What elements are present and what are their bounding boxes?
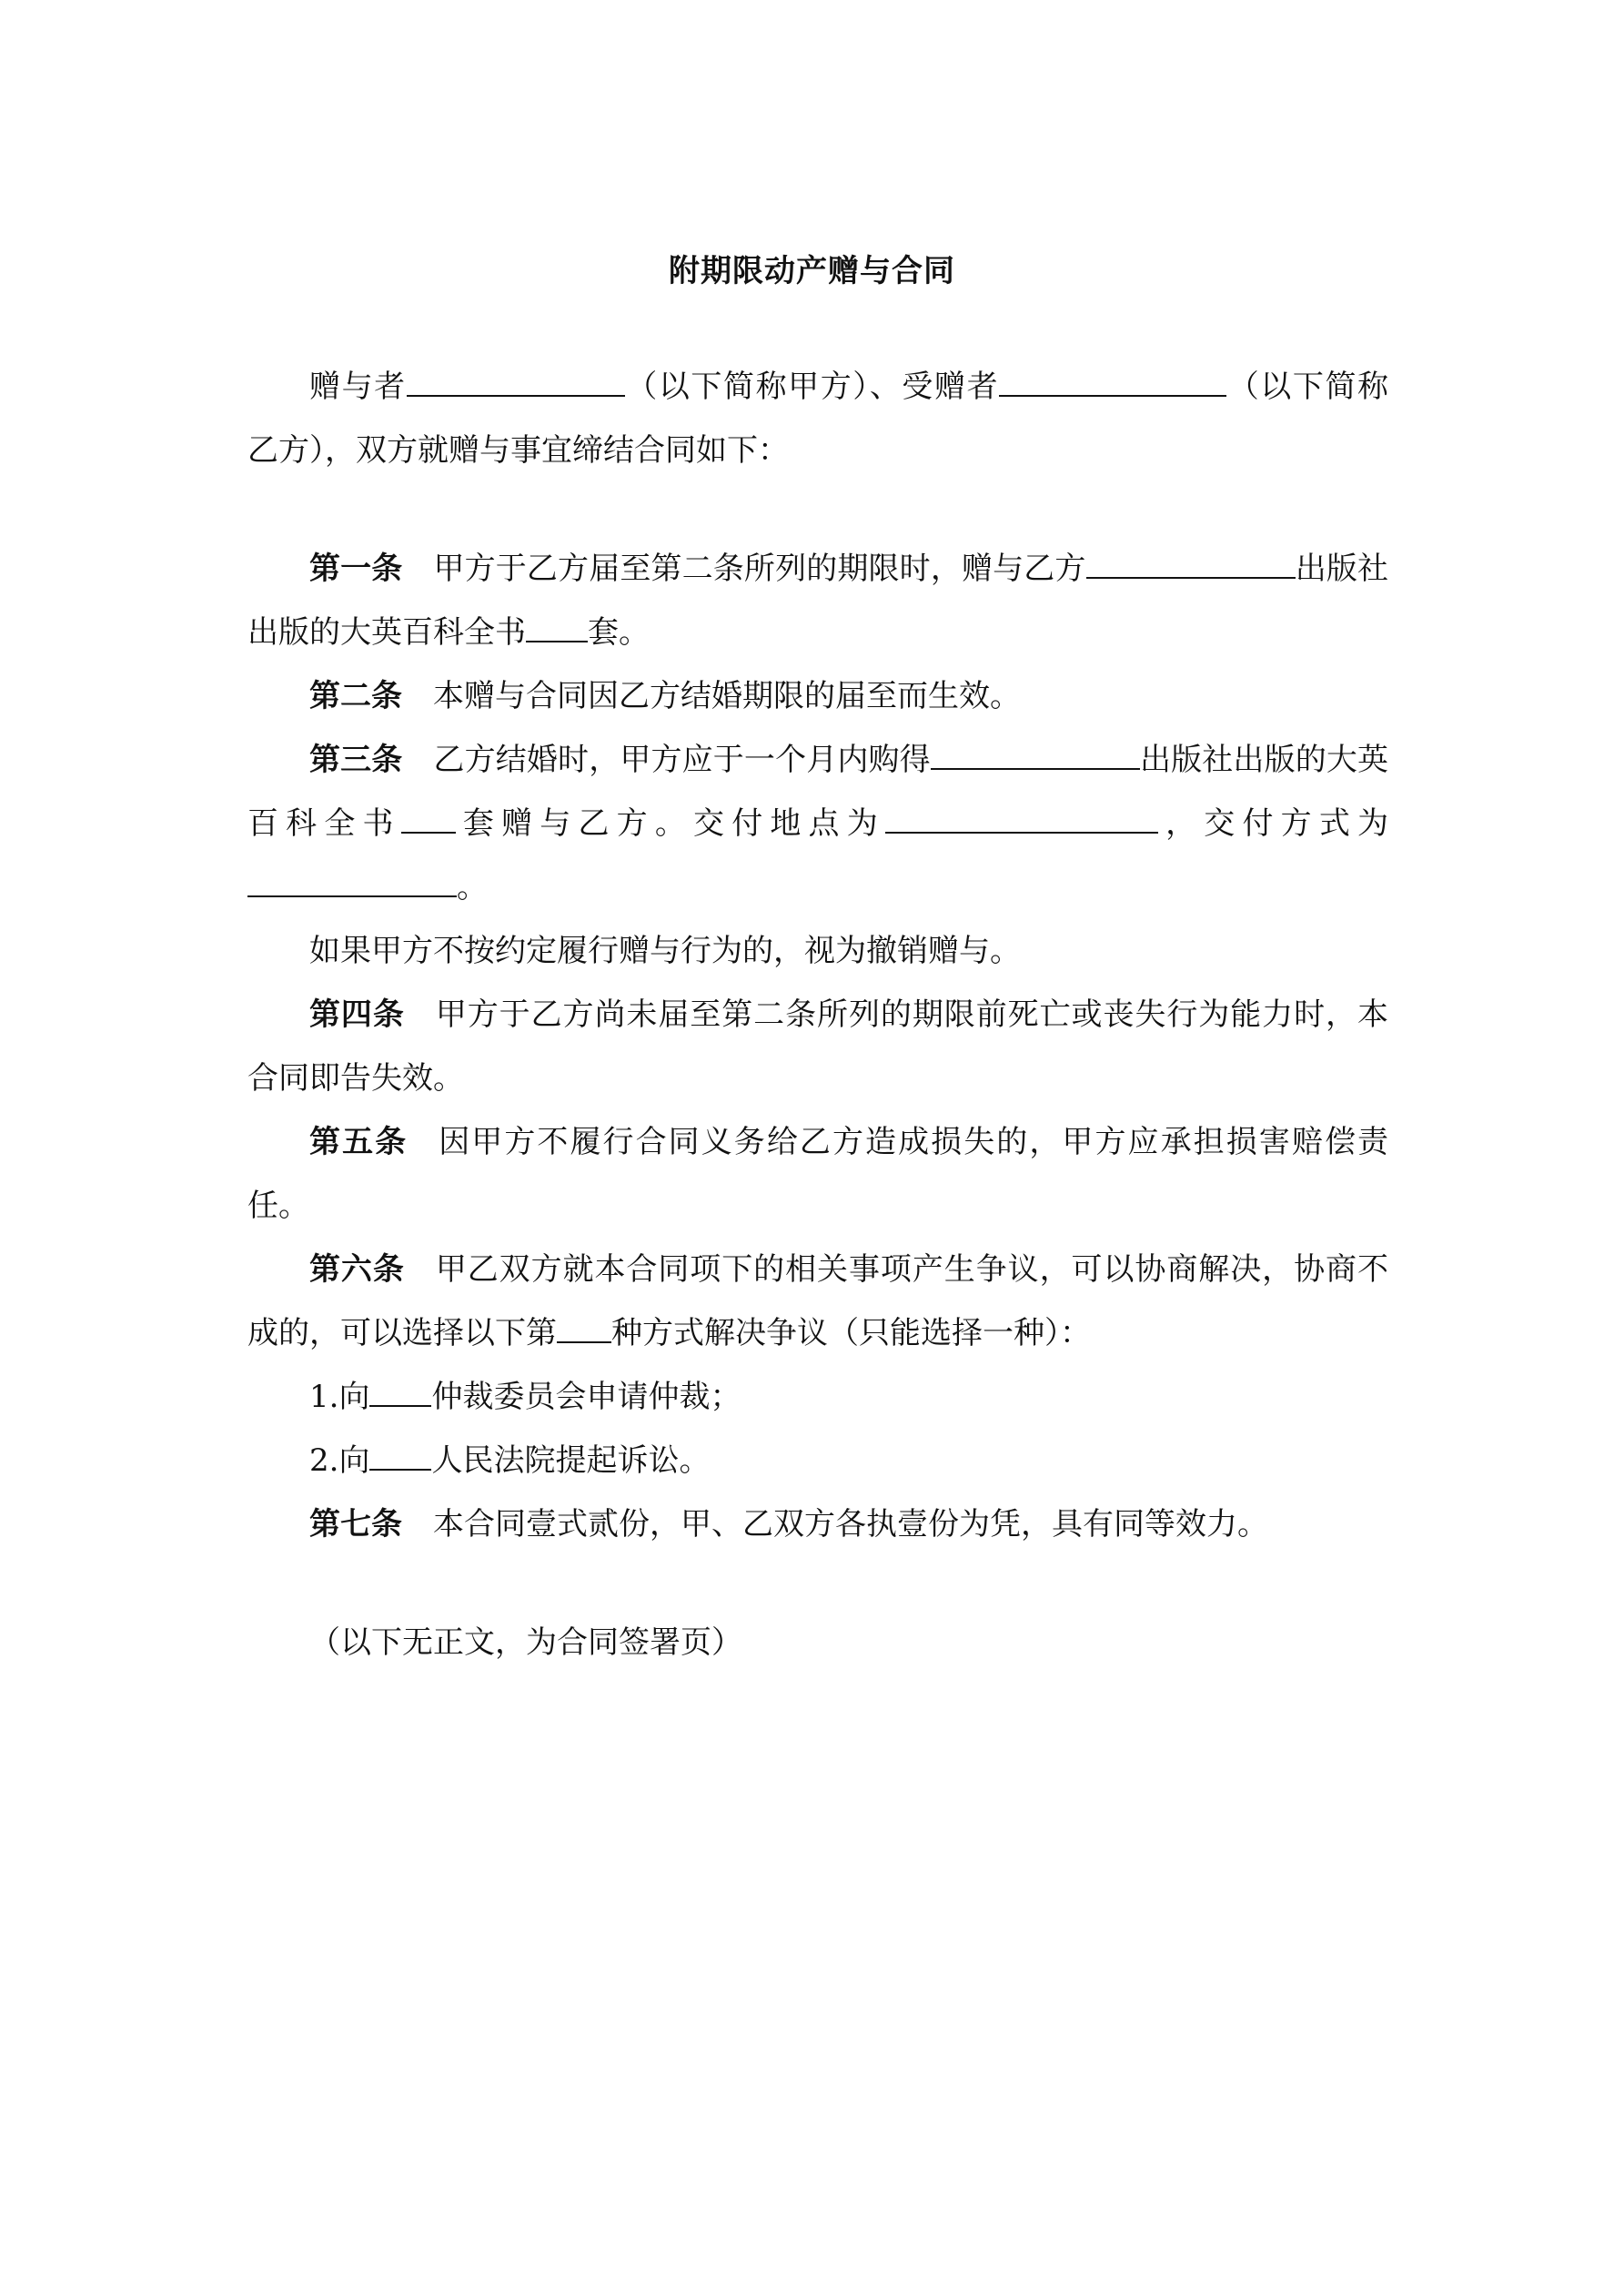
article-3 — [247, 728, 1388, 919]
option-prefix: 1.向 — [309, 1379, 370, 1415]
article-text: 出版社出版的大英百科全书 — [247, 551, 1389, 651]
arbitration-blank[interactable] — [369, 1376, 431, 1407]
spacer — [247, 1556, 1388, 1611]
article-heading: 第五条 — [309, 1124, 409, 1160]
donor-blank[interactable] — [407, 366, 625, 397]
article-text: 套。 — [588, 614, 650, 651]
article-1 — [247, 537, 1388, 664]
article-text: 种方式解决争议（只能选择一种）： — [611, 1315, 1091, 1351]
option-2 — [247, 1429, 1388, 1492]
publisher-blank[interactable] — [1086, 548, 1296, 579]
article-heading: 第一条 — [309, 551, 403, 587]
article-text: 本赠与合同因乙方结婚期限的届至而生效。 — [433, 678, 1021, 714]
document-title: 附期限动产赠与合同 — [669, 253, 955, 289]
option-prefix: 2.向 — [309, 1442, 370, 1479]
article-heading: 第七条 — [309, 1506, 402, 1542]
article-text: 甲方于乙方届至第二条所列的期限时，赠与乙方 — [433, 551, 1086, 587]
article-heading: 第二条 — [309, 678, 402, 714]
article-text: 套赠与乙方。交付地点为 — [455, 805, 885, 842]
closing-note: （以下无正文，为合同签署页） — [309, 1624, 742, 1661]
article-text: 甲方于乙方尚未届至第二条所列的期限前死亡或丧失行为能力时，本合同即告失效。 — [247, 996, 1388, 1097]
article-3-extra: 如果甲方不按约定履行赠与行为的，视为撤销赠与。 — [309, 933, 1021, 969]
article-7 — [247, 1492, 1388, 1556]
donor-suffix: （以下简称甲方）、受赠者 — [624, 369, 1000, 405]
article-5 — [247, 1110, 1388, 1238]
court-blank[interactable] — [369, 1440, 431, 1471]
donee-suffix: （以下简称乙方），双方就赠与事宜缔结合同如下： — [247, 369, 1389, 469]
delivery-place-blank[interactable] — [885, 803, 1158, 834]
article-text: 甲乙双方就本合同项下的相关事项产生争议，可以协商解决，协商不成的，可以选择以下第 — [247, 1251, 1388, 1351]
article-heading: 第三条 — [309, 742, 403, 778]
option-1 — [247, 1365, 1388, 1429]
article-heading: 第四条 — [309, 996, 405, 1033]
article-heading: 第六条 — [309, 1251, 405, 1288]
publisher-blank[interactable] — [931, 739, 1140, 770]
article-text: 乙方结婚时，甲方应于一个月内购得 — [433, 742, 931, 778]
article-text: 出版社出版的大英百科全书 — [247, 742, 1389, 842]
article-text: 。 — [457, 869, 488, 905]
article-6 — [247, 1238, 1388, 1365]
spacer — [247, 482, 1388, 537]
article-text: 本合同壹式贰份，甲、乙双方各执壹份为凭，具有同等效力。 — [433, 1506, 1268, 1542]
article-text: 因甲方不履行合同义务给乙方造成损失的，甲方应承担损害赔偿责任。 — [247, 1124, 1389, 1224]
donor-label: 赠与者 — [309, 369, 407, 405]
article-2 — [247, 664, 1388, 728]
delivery-method-blank[interactable] — [247, 866, 457, 897]
intro-paragraph — [247, 355, 1388, 482]
option-suffix: 仲裁委员会申请仲裁； — [431, 1379, 741, 1415]
article-text: ，交付方式为 — [1157, 805, 1389, 842]
sets-blank[interactable] — [526, 612, 588, 642]
option-suffix: 人民法院提起诉讼。 — [431, 1442, 711, 1479]
sets-blank[interactable] — [401, 803, 456, 834]
document-body — [247, 355, 1388, 1674]
option-choice-blank[interactable] — [557, 1312, 611, 1343]
article-4 — [247, 983, 1388, 1110]
donee-blank[interactable] — [999, 366, 1226, 397]
